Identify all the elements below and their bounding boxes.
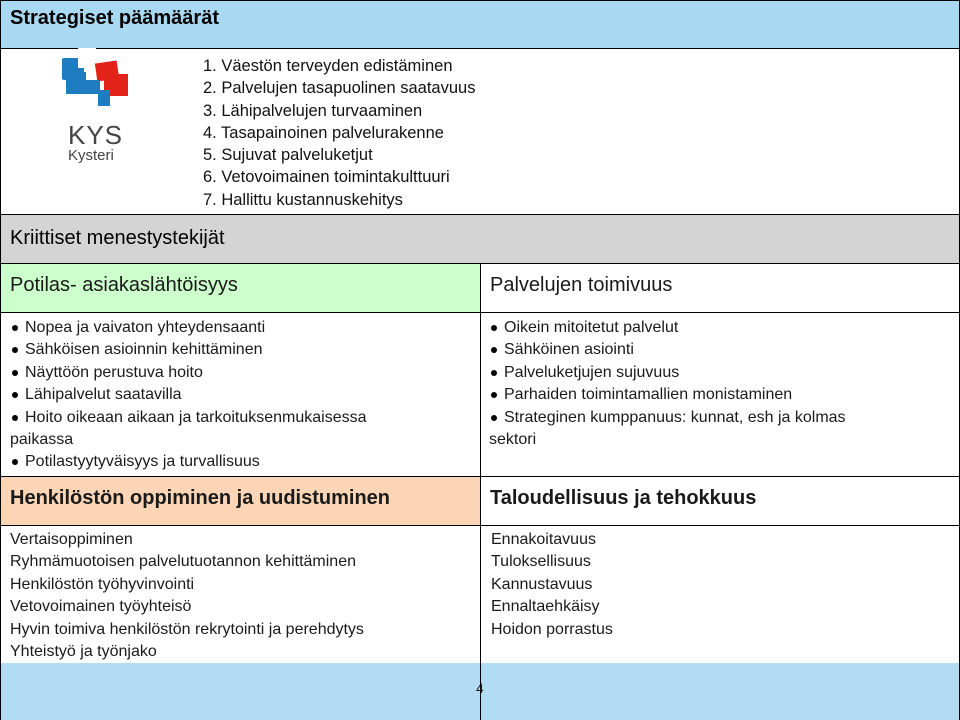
list-item: Näyttöön perustuva hoito (10, 362, 367, 384)
list-item-continuation: paikassa (10, 431, 74, 449)
q4-body (480, 525, 960, 720)
list-item: Ennakoitavuus (491, 531, 596, 548)
list-item: Vertaisoppiminen (10, 531, 133, 548)
list-item: Parhaiden toimintamallien monistaminen (489, 384, 846, 406)
q1-title: Potilas- asiakaslähtöisyys (10, 274, 238, 296)
list-item: Hyvin toimiva henkilöstön rekrytointi ja perehdytys (10, 620, 364, 638)
logo-title: KYS (68, 120, 124, 150)
q3-header (0, 476, 481, 526)
list-item: Sähköisen asioinnin kehittäminen (10, 339, 367, 361)
list-item: Ryhmämuotoisen palvelutuotannon kehittäminen (10, 553, 356, 571)
list-item: Hoidon porrastus (491, 620, 613, 638)
list-item: Yhteistyö ja työnjako (10, 643, 157, 661)
q2-body (480, 312, 960, 477)
q1-body (0, 312, 481, 477)
list-item: Vetovoimainen työyhteisö (10, 598, 192, 616)
list-item: Henkilöstön työhyvinvointi (10, 575, 195, 593)
list-item: Lähipalvelut saatavilla (10, 384, 367, 406)
goal-item: 4. Tasapainoinen palvelurakenne (203, 123, 444, 142)
strategy-title: Strategiset päämäärät (10, 7, 219, 29)
strategy-body (0, 48, 960, 215)
list-item: Nopea ja vaivaton yhteydensaanti (10, 317, 367, 339)
list-item: Palveluketjujen sujuvuus (489, 362, 846, 384)
goal-item: 5. Sujuvat palveluketjut (203, 146, 373, 165)
strategy-header (0, 0, 960, 49)
goal-item: 6. Vetovoimainen toimintakulttuuri (203, 168, 450, 187)
goal-item: 3. Lähipalvelujen turvaaminen (203, 101, 423, 120)
q2-title: Palvelujen toimivuus (490, 274, 673, 296)
q3-list (10, 529, 364, 663)
critical-factors-title: Kriittiset menestystekijät (10, 227, 225, 249)
goal-item: 2. Palvelujen tasapuolinen saatavuus (203, 79, 476, 98)
q4-list (491, 529, 613, 641)
list-item: Tuloksellisuus (491, 553, 591, 571)
list-item: Oikein mitoitetut palvelut (489, 317, 846, 339)
q1-list (10, 317, 367, 474)
q4-title: Taloudellisuus ja tehokkuus (490, 487, 757, 509)
list-item: Potilastyytyväisyys ja turvallisuus (10, 451, 367, 473)
list-item: Kannustavuus (491, 575, 593, 593)
list-item: Strateginen kumppanuus: kunnat, esh ja kolmas sektori (489, 407, 846, 452)
goal-item: 1. Väestön terveyden edistäminen (203, 57, 453, 75)
list-item: Sähköinen asiointi (489, 339, 846, 361)
list-item-continuation: sektori (489, 431, 537, 449)
q3-body (0, 525, 481, 720)
q1-header (0, 263, 481, 313)
critical-factors-header (0, 214, 960, 264)
q2-header (480, 263, 960, 313)
list-item: Ennaltaehkäisy (491, 598, 600, 616)
kys-logo (58, 46, 132, 166)
q4-header (480, 476, 960, 526)
q3-title: Henkilöstön oppiminen ja uudistuminen (10, 487, 391, 509)
strategic-goals-list (203, 55, 475, 211)
q2-list (489, 317, 846, 451)
page-number: 4 (476, 680, 484, 696)
goal-item: 7. Hallittu kustannuskehitys (203, 190, 403, 209)
logo-subtitle: Kysteri (68, 147, 114, 164)
list-item: Hoito oikeaan aikaan ja tarkoituksenmukaisessa paikassa (10, 407, 367, 452)
